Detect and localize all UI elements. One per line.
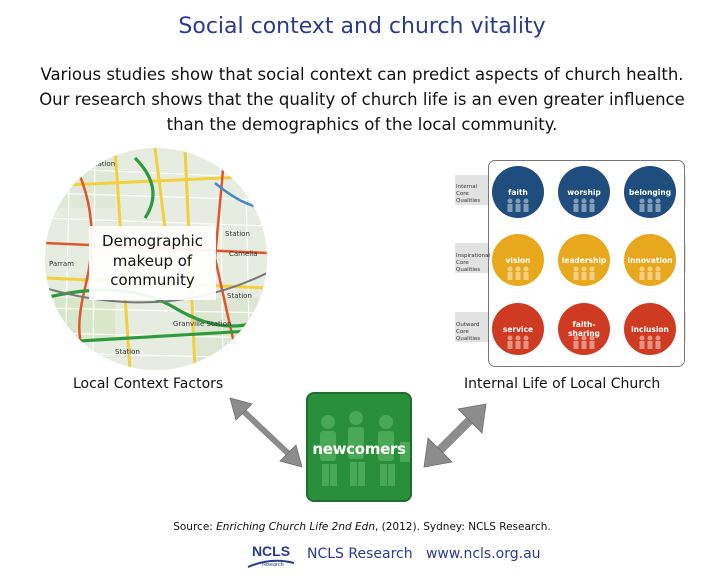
footer-text: NCLS Research www.ncls.org.au — [307, 546, 541, 562]
people-icon — [503, 198, 533, 212]
newcomers-label: newcomers — [312, 440, 406, 458]
people-icon — [503, 266, 533, 280]
double-arrow-right-icon — [424, 404, 486, 467]
map-label-line: Demographic — [102, 232, 203, 250]
svg-text:research: research — [262, 562, 284, 568]
quality-worship: worship — [558, 166, 610, 218]
row-label-outward: Outward Core Qualities — [456, 322, 481, 342]
map-street-label: ead Station — [75, 160, 116, 168]
quality-leadership: leadership — [558, 234, 610, 286]
people-icon — [635, 335, 665, 349]
people-icon — [635, 198, 665, 212]
row-label-inspirational: Inspirational Core Qualities — [456, 253, 491, 273]
quality-innovation: innovation — [624, 234, 676, 286]
double-arrow-left-icon — [230, 398, 302, 467]
svg-text:NCLS: NCLS — [251, 543, 291, 559]
people-icon — [569, 198, 599, 212]
source-title: Enriching Church Life 2nd Edn — [216, 521, 375, 533]
source-citation: Source: Enriching Church Life 2nd Edn, (2012). Sydney: NCLS Research. — [173, 521, 551, 533]
map-street-label: Station — [225, 230, 250, 238]
newcomers-box — [306, 392, 412, 502]
map-label-line: community — [110, 271, 195, 289]
quality-service: service — [492, 303, 544, 355]
local-context-caption: Local Context Factors — [73, 376, 224, 392]
quality-belonging: belonging — [624, 166, 676, 218]
row-label-internal: Internal Core Qualities — [456, 184, 481, 204]
people-icon — [569, 266, 599, 280]
quality-faith-sharing: faith-sharing — [558, 303, 610, 355]
map-label-line: makeup of — [112, 251, 193, 270]
map-street-label: Station — [115, 348, 140, 356]
intro-line-1: Various studies show that social context can predict aspects of church health. — [40, 65, 684, 84]
people-icon — [503, 335, 533, 349]
quality-inclusion: inclusion — [624, 303, 676, 355]
intro-line-3: than the demographics of the local community. — [166, 115, 558, 134]
ncls-logo-icon — [246, 541, 296, 569]
quality-vision: vision — [492, 234, 544, 286]
intro-line-2: Our research shows that the quality of church life is an even greater influence — [39, 90, 685, 109]
internal-life-caption: Internal Life of Local Church — [464, 376, 661, 392]
ncls-logo — [246, 541, 296, 569]
map-street-label: Parram — [49, 260, 74, 268]
page-title: Social context and church vitality — [178, 14, 546, 39]
people-icon — [635, 266, 665, 280]
map-street-label: Granville Station — [173, 320, 232, 328]
map-street-label: Camelia — [229, 250, 258, 258]
quality-faith: faith — [492, 166, 544, 218]
map-street-label: Station — [227, 292, 252, 300]
